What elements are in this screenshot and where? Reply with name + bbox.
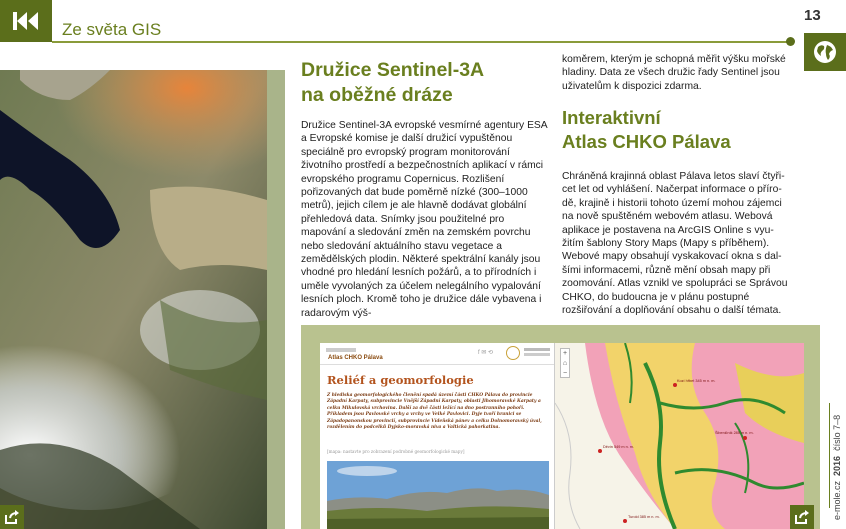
home-icon[interactable]: ⌂ <box>562 360 568 367</box>
atlas-map[interactable] <box>555 343 804 529</box>
seal-icon <box>506 346 520 360</box>
title-line: Atlas CHKO Pálava <box>562 131 731 152</box>
share-button-right[interactable] <box>790 505 814 529</box>
app-title: Atlas CHKO Pálava <box>328 355 383 361</box>
zoom-controls[interactable] <box>560 348 570 378</box>
title-line: na oběžné dráze <box>301 84 453 106</box>
social-icons[interactable]: f ✉ ⟲ <box>478 350 494 356</box>
panel-text: Z hlediska geomorfologického členění spadá území části CHKO Pálava do provincie Západní Karpaty, subprovincie Vnější Západní Karpaty, oblasti Jihomoravské Karpaty a celku Mikulovská vrchovina. Další za dvě části ležící na dno postranního pohoří. Příkladem jsou Pavlovské vrchy a vrchy ve Velké Pavlovici. Dyje tvoří hranici se Západopanonskou provincií, subprovincie Vídeňská pánev a celku Dolnomoravský úval, rozdělením do podcelků Dyjsko-moravská niva a Valtická pahorkatina. <box>327 393 542 431</box>
side-rule <box>829 403 830 508</box>
map-label: Kozí hřbet 345 m n. m. <box>677 379 716 383</box>
title-line: Interaktivní <box>562 107 661 128</box>
article-title-atlas <box>562 106 731 154</box>
map-label: Turold 385 m n. m. <box>628 515 660 519</box>
issue: číslo 7–8 <box>832 414 842 451</box>
story-header <box>320 343 554 365</box>
atlas-screenshot <box>301 325 820 529</box>
panel-heading: Reliéf a geomorfologie <box>327 373 474 387</box>
page-number: 13 <box>804 7 821 24</box>
share-icon <box>794 509 810 525</box>
map-label: Děvín 549 m n. m. <box>603 445 635 449</box>
zoom-out-icon[interactable]: − <box>562 370 568 377</box>
atlas-screenshot-content <box>320 343 804 529</box>
logo-bar <box>326 348 356 352</box>
article-body-atlas: Chráněná krajinná oblast Pálava letos slaví čtyřicet let od vyhlášení. Načerpat informace o přírodě, krajině i historii tohoto území mohou zájemci na nově spuštěném webovém atlasu. Webová aplikace je postavena na ArcGIS Online s využitím šablony Story Maps (Mapy s příběhem). Webové mapy obsahují vyskakovací okna s dalšími informacemi, různě mění obsah mapy při zoomování. Atlas vznikl ve spolupráci se Správou CHKO, do budoucna je v plánu postupné rozšiřování a doplňování obsahu o další témata. <box>562 171 788 317</box>
satellite-image <box>0 70 267 529</box>
landscape-photo <box>327 461 549 529</box>
article-title-sentinel <box>301 58 484 108</box>
panel-note: [mapa: nastavte pro zobrazení podrobné geomorfologické mapy] <box>327 449 465 454</box>
article-body-sentinel: Družice Sentinel-3A evropské vesmírné agentury ESA a Evropské komise je další družicí vypuštěnou speciálně pro evropský program monitorování životního prostředí a bezpečnostních aplikací v rámci evropského programu Copernicus. Rozlišení pořizovaných dat bude poměrně nízké (300–1000 metrů), jejich cílem je ale hlavně dodávat globální přehledová data. Snímky jsou použitelné pro mapování a sledování změn na zemském povrchu nebo sledování aktuálního stavu vegetace a zemědělských plodin. Některé spektrální kanály jsou vhodné pro hledání lesních požárů, a to přírodních i uměle vyvolaných za účelem nelegálního vypalování lesních ploch. Kromě toho je družice dále vybavena i radarovým výš- <box>301 120 548 319</box>
header-rule <box>52 41 792 43</box>
footer-vertical <box>832 415 842 520</box>
zoom-in-icon[interactable]: + <box>562 350 568 357</box>
globe-badge <box>804 33 846 71</box>
image-frame <box>267 70 285 529</box>
story-panel <box>320 343 555 529</box>
globe-icon <box>812 39 838 65</box>
back-button[interactable] <box>0 0 52 42</box>
article-body-continuation: koměrem, kterým je schopná měřit výšku mořské hladiny. Data ze všech družic řady Sentinel jsou uživatelům k dispozici zdarma. <box>562 54 786 92</box>
year: 2016 <box>832 455 842 476</box>
website: e-mole.cz <box>832 480 842 520</box>
share-icon <box>4 509 20 525</box>
partner-logo <box>524 348 550 358</box>
map-label: Šibeničník 285 m n. m. <box>715 431 754 435</box>
title-line: Družice Sentinel-3A <box>301 59 485 81</box>
share-button-left[interactable] <box>0 505 24 529</box>
rewind-icon <box>11 10 41 32</box>
section-title: Ze světa GIS <box>62 20 162 39</box>
header-rule-dot <box>786 37 795 46</box>
